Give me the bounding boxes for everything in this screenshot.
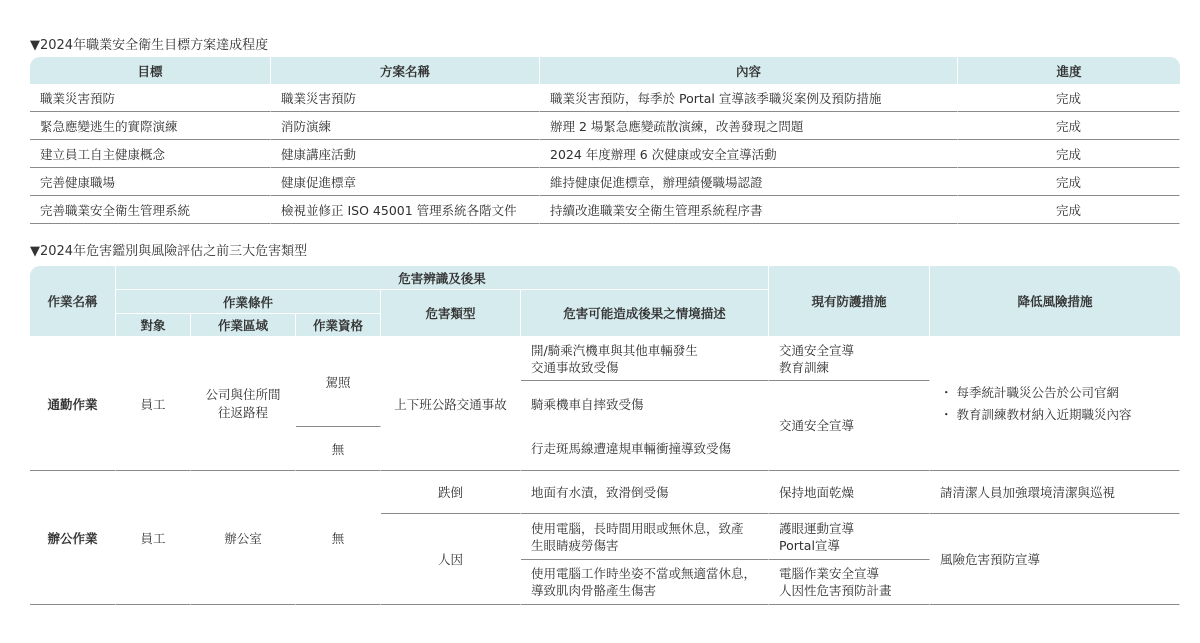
- content-cell: 職業災害預防，每季於 Portal 宣導該季職災案例及預防措施: [540, 84, 958, 112]
- target-commute: 員工: [116, 337, 191, 471]
- reduce-commute-2: ・ 教育訓練教材納入近期職災內容: [940, 406, 1132, 422]
- area-commute-line1: 公司與住所間: [205, 386, 281, 402]
- section-title-goals: ▼2024年職業安全衛生目標方案達成程度: [30, 38, 269, 53]
- header-area: 作業區域: [191, 314, 296, 337]
- content-cell: 持續改進職業安全衛生管理系統程序書: [540, 196, 958, 224]
- reduce-commute: [930, 337, 1180, 471]
- reduce-office-1: 請清潔人員加強環境清潔與巡視: [930, 471, 1180, 514]
- area-office: 辦公室: [191, 471, 296, 605]
- goals-table: [30, 57, 1180, 224]
- section-title-hazards: ▼2024年危害鑑別與風險評估之前三大危害類型: [30, 244, 308, 259]
- header-hazard-group: 危害辨識及後果: [116, 266, 769, 290]
- existing-office-2-line2: Portal宣導: [779, 537, 840, 553]
- existing-office-2-line1: 護眼運動宣導: [779, 520, 855, 536]
- table-row: [30, 84, 1180, 112]
- area-commute-line2: 往返路程: [217, 404, 268, 420]
- hazard-type-commute: 上下班公路交通事故: [381, 337, 521, 471]
- table-row: [30, 140, 1180, 168]
- progress-cell: 完成: [958, 168, 1180, 196]
- plan-cell: 職業災害預防: [271, 84, 540, 112]
- job-commute: 通勤作業: [30, 337, 116, 471]
- scenario-commute-2: 騎乘機車自摔致受傷: [521, 381, 769, 427]
- plan-cell: 健康促進標章: [271, 168, 540, 196]
- goal-cell: 建立員工自主健康概念: [30, 140, 271, 168]
- target-office: 員工: [116, 471, 191, 605]
- header-content: 內容: [540, 57, 958, 84]
- header-target: 對象: [116, 314, 191, 337]
- reduce-office-2: 風險危害預防宣導: [930, 514, 1180, 605]
- header-job-conditions: 作業條件: [116, 290, 381, 314]
- plan-cell: 消防演練: [271, 112, 540, 140]
- qual-license: 駕照: [296, 337, 381, 427]
- progress-cell: 完成: [958, 140, 1180, 168]
- content-cell: 辦理 2 場緊急應變疏散演練，改善發現之問題: [540, 112, 958, 140]
- header-hazard-type: 危害類型: [381, 290, 521, 337]
- header-job-name: 作業名稱: [30, 266, 116, 337]
- plan-cell: 檢視並修正 ISO 45001 管理系統各階文件: [271, 196, 540, 224]
- reduce-commute-1: ・ 每季統計職災公告於公司官網: [940, 384, 1119, 400]
- scenario-commute-3: 行走斑馬線遭違規車輛衝撞導致受傷: [521, 427, 769, 471]
- existing-commute-1-line1: 交通安全宣導: [779, 342, 855, 358]
- table-row: [30, 196, 1180, 224]
- table-row: [30, 471, 1180, 514]
- progress-cell: 完成: [958, 196, 1180, 224]
- existing-office-3-line1: 電腦作業安全宣導: [779, 566, 880, 581]
- existing-commute-2: 交通安全宣導: [769, 381, 930, 471]
- scenario-office-3-line2: 導致肌肉骨骼產生傷害: [531, 583, 657, 598]
- hazard-fall: 跌倒: [381, 471, 521, 514]
- table-row: [30, 168, 1180, 196]
- qual-office: 無: [296, 471, 381, 605]
- hazard-table: [30, 266, 1180, 605]
- job-office: 辦公作業: [30, 471, 116, 605]
- table-row: [30, 337, 1180, 381]
- goal-cell: 職業災害預防: [30, 84, 271, 112]
- hazard-header-row-1: [30, 266, 1180, 290]
- header-reduce-measures: 降低風險措施: [930, 266, 1180, 337]
- scenario-office-2: [521, 514, 769, 560]
- hazard-ergonomic: 人因: [381, 514, 521, 605]
- scenario-office-2-line1: 使用電腦，長時間用眼或無休息，致產: [531, 520, 744, 536]
- plan-cell: 健康講座活動: [271, 140, 540, 168]
- existing-office-2: [769, 514, 930, 560]
- scenario-office-3: [521, 560, 769, 605]
- scenario-office-1: 地面有水漬，致滑倒受傷: [521, 471, 769, 514]
- existing-office-3-line2: 人因性危害預防計畫: [779, 583, 892, 598]
- header-progress: 進度: [958, 57, 1180, 84]
- header-qualification: 作業資格: [296, 314, 381, 337]
- content-cell: 維持健康促進標章，辦理績優職場認證: [540, 168, 958, 196]
- existing-office-1: 保持地面乾燥: [769, 471, 930, 514]
- table-row: [30, 112, 1180, 140]
- existing-commute-1-line2: 教育訓練: [779, 359, 830, 375]
- content-cell: 2024 年度辦理 6 次健康或安全宣導活動: [540, 140, 958, 168]
- header-scenario: 危害可能造成後果之情境描述: [521, 290, 769, 337]
- scenario-office-3-line1: 使用電腦工作時坐姿不當或無適當休息，: [531, 566, 757, 581]
- progress-cell: 完成: [958, 112, 1180, 140]
- existing-office-3: [769, 560, 930, 605]
- header-plan-name: 方案名稱: [271, 57, 540, 84]
- existing-commute-1: [769, 337, 930, 381]
- scenario-commute-1: [521, 337, 769, 381]
- goal-cell: 完善健康職場: [30, 168, 271, 196]
- goal-cell: 完善職業安全衛生管理系統: [30, 196, 271, 224]
- progress-cell: 完成: [958, 84, 1180, 112]
- scenario-commute-1-line1: 開/騎乘汽機車與其他車輛發生: [531, 342, 698, 358]
- goal-cell: 緊急應變逃生的實際演練: [30, 112, 271, 140]
- header-existing-measures: 現有防護措施: [769, 266, 930, 337]
- header-goal: 目標: [30, 57, 271, 84]
- scenario-office-2-line2: 生眼睛疲勞傷害: [531, 537, 619, 553]
- scenario-commute-1-line2: 交通事故致受傷: [531, 359, 619, 375]
- qual-none-commute: 無: [296, 427, 381, 471]
- goals-header-row: [30, 57, 1180, 84]
- area-commute: [191, 337, 296, 471]
